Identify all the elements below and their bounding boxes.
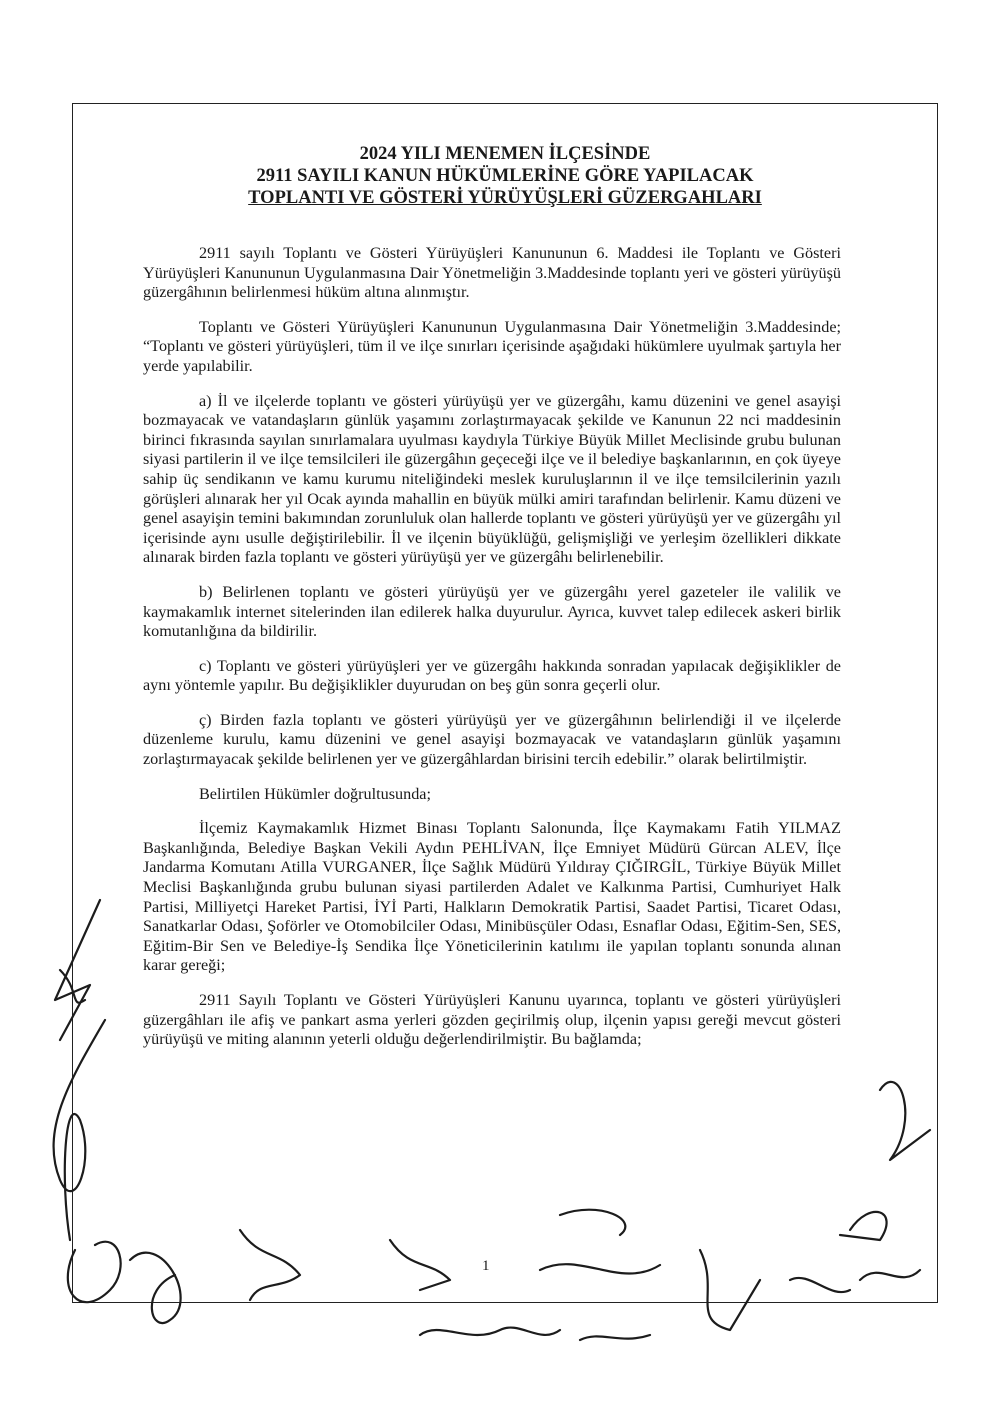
paragraph-item-a: a) İl ve ilçelerde toplantı ve gösteri yürüyüşü yer ve güzergâhı, kamu düzenini ve genel asayişi bozmayacak ve vatandaşların günlük yaşamını zorlaştırmayacak şekilde ve Kanunun 22 nci maddesinin birinci fıkrasında sayılan sınırlamalara uyulması kaydıyla Türkiye Büyük Millet Meclisinde grubu bulunan siyasi partilerin il ve ilçe temsilcileri ile güzergâhın geçeceği ilçe ve il belediye başkanlarının, en çok üyeye sahip üç sendikanın ve kamu kurumu niteliğindeki meslek kuruluşlarının il ve ilçe temsilcilerinin yazılı görüşleri alınarak her yıl Ocak ayında mahallin en büyük mülki amiri tarafından belirlenir. Kamu düzeni ve genel asayişin temini bakımından zorunluluk olan hallerde toplantı ve gösteri yürüyüşü yer ve güzergâhı yıl içerisinde aynı usulle değiştirilebilir. İl ve ilçenin büyüklüğü, gelişmişliği ve yerleşim özellikleri dikkate alınarak birden fazla toplantı ve gösteri yürüyüşü yer ve güzergâhı belirlenebilir. — [143, 391, 841, 567]
signature-bottom-4 — [420, 1328, 560, 1335]
title-line-3: TOPLANTI VE GÖSTERİ YÜRÜYÜŞLERİ GÜZERGAHLARI — [248, 188, 762, 208]
paragraph-decision: 2911 Sayılı Toplantı ve Gösteri Yürüyüşleri Kanunu uyarınca, toplantı ve gösteri yürüyüşleri güzergâhları ile afiş ve pankart asma yerleri gözden geçirilmiş olup, ilçenin yapısı gereği mevcut gösteri yürüyüşü ve miting alanının yeterli olduğu değerlendirilmiştir. Bu bağlamda; — [143, 991, 841, 1049]
title-line-2: 2911 SAYILI KANUN HÜKÜMLERİNE GÖRE YAPILACAK — [256, 166, 754, 186]
document-body — [143, 244, 841, 1065]
paragraph-item-b: b) Belirlenen toplantı ve gösteri yürüyüşü yer ve güzergâhı yerel gazeteler ile valilik ve kaymakamlık internet sitelerinden ilan edilerek halka duyurulur. Ayrıca, kuvvet talep edilecek askeri birlik komutanlığına da bildirilir. — [143, 582, 841, 641]
paragraph-item-c-cedilla: ç) Birden fazla toplantı ve gösteri yürüyüşü yer ve güzergâhının belirlendiği il ve ilçelerde düzenleme kurulu, kamu düzenini ve genel asayişi bozmayacak ve vatandaşların günlük yaşamını zorlaştırmayacak şekilde belirlenen yer ve güzergâhlardan birisini tercih edebilir.” olarak belirtilmiştir. — [143, 710, 841, 769]
paragraph-item-c: c) Toplantı ve gösteri yürüyüşleri yer ve güzergâhı hakkında sonradan yapılacak değişiklikler de aynı yöntemle yapılır. Bu değişiklikler duyurudan on beş gün sonra geçerli olur. — [143, 656, 841, 695]
paragraph-provisions: Belirtilen Hükümler doğrultusunda; — [199, 784, 431, 803]
document-title — [72, 143, 938, 209]
paragraph-meeting: İlçemiz Kaymakamlık Hizmet Binası Toplantı Salonunda, İlçe Kaymakamı Fatih YILMAZ Başkanlığında, Belediye Başkan Vekili Aydın PEHLİVAN, İlçe Emniyet Müdürü Gürcan ALEV, İlçe Jandarma Komutanı Atilla VURGANER, İlçe Sağlık Müdürü Yıldıray ÇIĞIRGİL, Türkiye Büyük Millet Meclisi Başkanlığında grubu bulunan siyasi partilerden Adalet ve Kalkınma Partisi, Cumhuriyet Halk Partisi, Milliyetçi Hareket Partisi, İYİ Parti, Halkların Demokratik Partisi, Saadet Partisi, Ticaret Odası, Sanatkarlar Odası, Şoförler ve Otomobilciler Odası, Minibüsçüler Odası, Esnaflar Odası, Eğitim-Sen, SES, Eğitim-Bir Sen ve Belediye-İş Sendika İlçe Yöneticilerinin katılımı ile yapılan toplantı sonunda alınan karar gereği; — [143, 819, 841, 975]
paragraph-regulation: Toplantı ve Gösteri Yürüyüşleri Kanununun Uygulanmasına Dair Yönetmeliğin 3.Maddesinde; “Toplantı ve gösteri yürüyüşleri, tüm il ve ilçe sınırları içerisinde aşağıdaki hükümlere uyulmak şartıyla her yerde yapılabilir. — [143, 317, 841, 375]
title-line-1: 2024 YILI MENEMEN İLÇESİNDE — [359, 144, 651, 164]
signature-bottom-6 — [580, 1335, 650, 1340]
paragraph-intro: 2911 sayılı Toplantı ve Gösteri Yürüyüşleri Kanununun 6. Maddesi ile Toplantı ve Gösteri Yürüyüşleri Kanununun Uygulanmasına Dair Yönetmeliğin 3.Maddesinde toplantı yeri ve gösteri yürüyüşü güzergâhının belirlenmesi hüküm altına alınmıştır. — [143, 244, 841, 302]
page-number: 1 — [482, 1258, 490, 1274]
